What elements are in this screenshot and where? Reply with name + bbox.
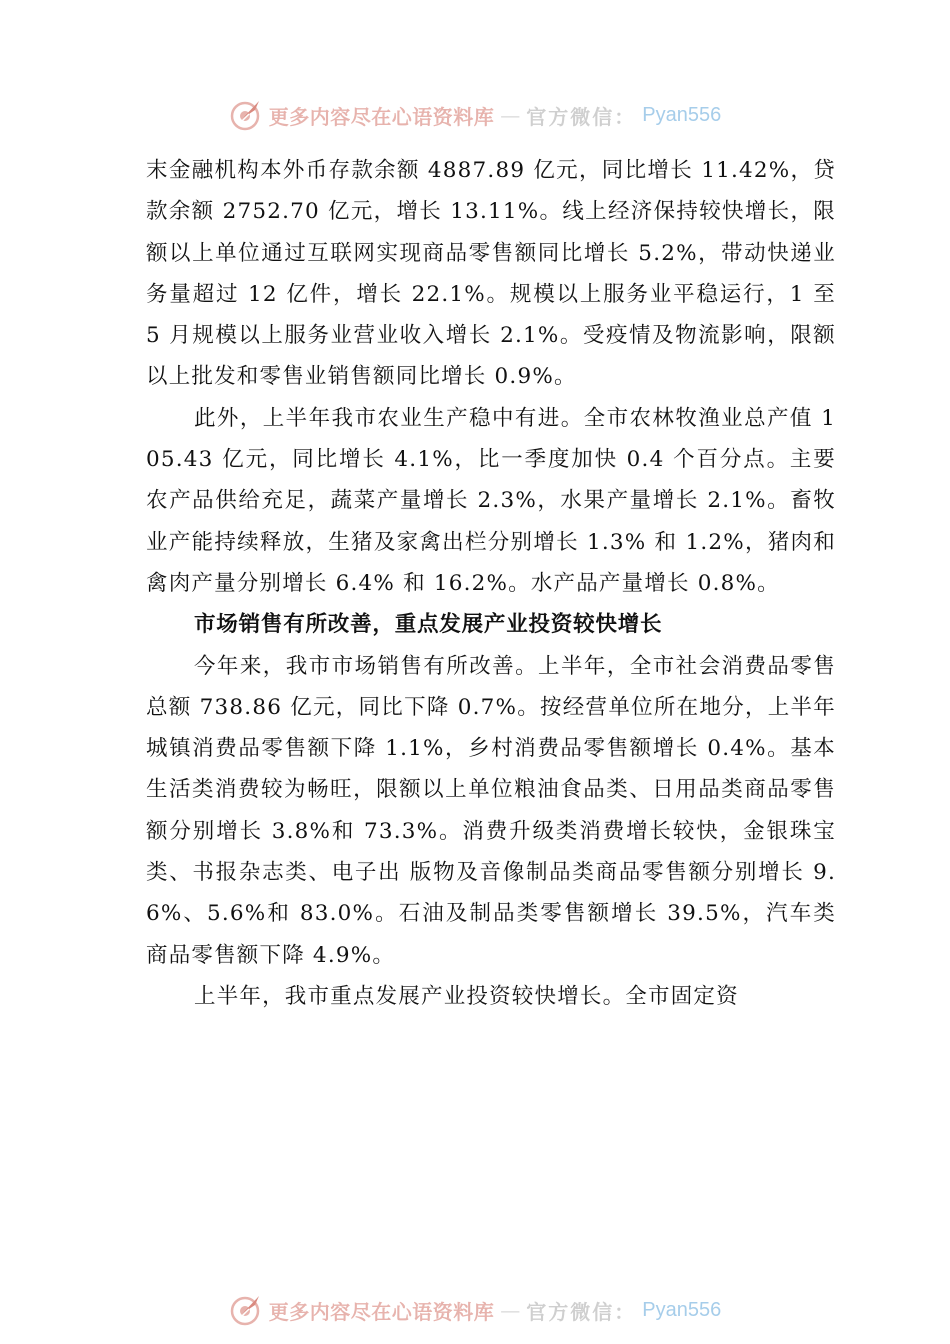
watermark-separator: —	[500, 1298, 521, 1322]
watermark-title: 更多内容尽在心语资料库	[268, 104, 495, 129]
watermark-wechat-id: Pyan556	[642, 1298, 722, 1321]
watermark-subtitle: 官方微信：	[526, 1299, 637, 1324]
watermark-wechat-id: Pyan556	[642, 103, 722, 126]
paragraph-finance: 末金融机构本外币存款余额 4887.89 亿元，同比增长 11.42%，贷款余额 2752.70 亿元，增长 13.11%。线上经济保持较快增长，限额以上单位通过互联网实现商品零售额同比增长 5.2%，带动快递业务量超过 12 亿件，增长 22.1%。规模以上服务业平稳运行，1 至 5 月规模以上服务业营业收入增长 2.1%。受疫情及物流影响，限额以上批发和零售业销售额同比增长 0.9%。	[146, 158, 836, 390]
quill-logo-icon	[229, 98, 263, 132]
paragraph-retail: 今年来，我市市场销售有所改善。上半年，全市社会消费品零售总额 738.86 亿元，同比下降 0.7%。按经营单位所在地分，上半年城镇消费品零售额下降 1.1%，乡村消费品零售额增长 0.4%。基本生活类消费较为畅旺，限额以上单位粮油食品类、日用品类商品零售额分别增长 3.8%和 73.3%。消费升级类消费增长较快，金银珠宝类、书报杂志类、电子出 版物及音像制品类商品零售额分别增长 9.6%、5.6%和 83.0%。石油及制品类零售额增长 39.5%，汽车类商品零售额下降 4.9%。	[146, 653, 836, 968]
watermark-separator: —	[500, 103, 521, 127]
footer-watermark	[0, 1290, 950, 1330]
watermark-title: 更多内容尽在心语资料库	[268, 1299, 495, 1324]
header-watermark	[0, 95, 950, 135]
quill-logo-icon	[229, 1293, 263, 1327]
document-body	[146, 150, 836, 1017]
paragraph-investment: 上半年，我市重点发展产业投资较快增长。全市固定资	[194, 983, 739, 1009]
section-heading: 市场销售有所改善，重点发展产业投资较快增长	[194, 612, 663, 638]
watermark-subtitle: 官方微信：	[526, 104, 637, 129]
paragraph-agriculture: 此外，上半年我市农业生产稳中有进。全市农林牧渔业总产值 105.43 亿元，同比增长 4.1%，比一季度加快 0.4 个百分点。主要农产品供给充足，蔬菜产量增长 2.3%，水果产量增长 2.1%。畜牧业产能持续释放，生猪及家禽出栏分别增长 1.3% 和 1.2%，猪肉和禽肉产量分别增长 6.4% 和 16.2%。水产品产量增长 0.8%。	[146, 405, 836, 596]
